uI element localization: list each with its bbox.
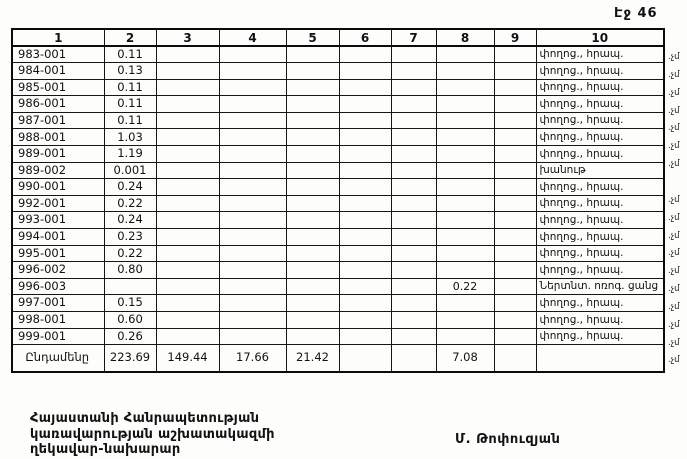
column-header: 9 [494, 29, 536, 46]
value-cell [156, 328, 219, 345]
value-cell [494, 63, 536, 80]
value-cell: 21.42 [286, 345, 339, 372]
value-cell [436, 262, 494, 279]
table-row [12, 295, 664, 312]
value-cell [436, 112, 494, 129]
code-cell: 986-001 [12, 96, 104, 113]
value-cell [219, 63, 286, 80]
value-cell: 0.13 [104, 63, 156, 80]
value-cell [219, 129, 286, 146]
value-cell [436, 96, 494, 113]
margin-note: .չմ [668, 319, 680, 330]
column-header: 6 [339, 29, 391, 46]
value-cell [156, 63, 219, 80]
value-cell [436, 195, 494, 212]
value-cell [391, 229, 436, 246]
total-row [12, 345, 664, 372]
value-cell [219, 146, 286, 163]
table-row [12, 46, 664, 63]
value-cell [219, 96, 286, 113]
footer-org-line: ղեկավար-նախարար [30, 442, 181, 457]
column-header: 4 [219, 29, 286, 46]
value-cell [156, 278, 219, 295]
value-cell [436, 295, 494, 312]
value-cell: փողոց., հրապ. [536, 179, 664, 196]
margin-note: .չմ [668, 194, 680, 205]
value-cell [156, 179, 219, 196]
value-cell [286, 129, 339, 146]
value-cell [391, 63, 436, 80]
value-cell: 0.11 [104, 46, 156, 63]
value-cell [391, 162, 436, 179]
value-cell [494, 179, 536, 196]
code-cell: 996-003 [12, 278, 104, 295]
value-cell: 0.15 [104, 295, 156, 312]
value-cell [219, 278, 286, 295]
value-cell [339, 112, 391, 129]
value-cell: Ներտնտ. ոռոգ. ցանց [536, 278, 664, 295]
value-cell [219, 46, 286, 63]
signature-name: Մ. Թոփուզյան [455, 432, 561, 447]
code-cell: 997-001 [12, 295, 104, 312]
value-cell [391, 312, 436, 329]
value-cell [391, 212, 436, 229]
value-cell: 0.11 [104, 96, 156, 113]
value-cell: 0.22 [104, 195, 156, 212]
value-cell [494, 245, 536, 262]
table-row [12, 229, 664, 246]
value-cell [494, 328, 536, 345]
code-cell: Ընդամենը [12, 345, 104, 372]
value-cell: 0.11 [104, 112, 156, 129]
value-cell [339, 146, 391, 163]
value-cell [494, 312, 536, 329]
value-cell [219, 328, 286, 345]
value-cell: 0.60 [104, 312, 156, 329]
value-cell: 149.44 [156, 345, 219, 372]
value-cell: 1.19 [104, 146, 156, 163]
column-header: 5 [286, 29, 339, 46]
value-cell [156, 129, 219, 146]
value-cell [156, 312, 219, 329]
value-cell [339, 195, 391, 212]
value-cell [286, 112, 339, 129]
value-cell [156, 295, 219, 312]
value-cell [339, 212, 391, 229]
value-cell [436, 312, 494, 329]
value-cell: 0.26 [104, 328, 156, 345]
column-header: 8 [436, 29, 494, 46]
code-cell: 987-001 [12, 112, 104, 129]
code-cell: 999-001 [12, 328, 104, 345]
value-cell [286, 312, 339, 329]
value-cell [391, 195, 436, 212]
value-cell [391, 112, 436, 129]
value-cell [494, 345, 536, 372]
value-cell: փողոց., հրապ. [536, 245, 664, 262]
table-header-row [12, 29, 664, 46]
value-cell [219, 195, 286, 212]
value-cell: փողոց., հրապ. [536, 212, 664, 229]
value-cell [436, 179, 494, 196]
value-cell: 17.66 [219, 345, 286, 372]
value-cell: փողոց., հրապ. [536, 195, 664, 212]
value-cell [219, 312, 286, 329]
value-cell [436, 63, 494, 80]
value-cell [219, 112, 286, 129]
value-cell [436, 229, 494, 246]
value-cell [391, 278, 436, 295]
value-cell [286, 179, 339, 196]
table-row [12, 162, 664, 179]
value-cell [156, 195, 219, 212]
value-cell: փողոց., հրապ. [536, 146, 664, 163]
code-cell: 996-002 [12, 262, 104, 279]
value-cell: փողոց., հրապ. [536, 295, 664, 312]
table-row [12, 312, 664, 329]
code-cell: 992-001 [12, 195, 104, 212]
value-cell [339, 79, 391, 96]
value-cell: 0.24 [104, 212, 156, 229]
value-cell: 0.80 [104, 262, 156, 279]
margin-note: .չմ [668, 141, 680, 152]
value-cell [219, 162, 286, 179]
value-cell [339, 345, 391, 372]
code-cell: 990-001 [12, 179, 104, 196]
value-cell [339, 328, 391, 345]
table-body [12, 46, 664, 372]
value-cell [219, 79, 286, 96]
value-cell [286, 328, 339, 345]
code-cell: 984-001 [12, 63, 104, 80]
value-cell [286, 63, 339, 80]
value-cell: փողոց., հրապ. [536, 129, 664, 146]
value-cell [339, 295, 391, 312]
value-cell [286, 162, 339, 179]
value-cell [156, 96, 219, 113]
value-cell [494, 278, 536, 295]
value-cell [339, 63, 391, 80]
value-cell [286, 295, 339, 312]
value-cell [286, 245, 339, 262]
code-cell: 989-001 [12, 146, 104, 163]
value-cell [391, 79, 436, 96]
value-cell [339, 162, 391, 179]
value-cell [156, 245, 219, 262]
value-cell [286, 96, 339, 113]
table-row [12, 195, 664, 212]
table-row [12, 96, 664, 113]
margin-note: .չմ [668, 355, 680, 366]
value-cell: 7.08 [436, 345, 494, 372]
value-cell: 0.24 [104, 179, 156, 196]
value-cell: փողոց., հրապ. [536, 46, 664, 63]
column-header: 1 [12, 29, 104, 46]
value-cell [436, 46, 494, 63]
value-cell [339, 96, 391, 113]
margin-note: .չմ [668, 266, 680, 277]
value-cell: փողոց., հրապ. [536, 328, 664, 345]
table-row [12, 245, 664, 262]
margin-note: .չմ [668, 337, 680, 348]
value-cell [494, 212, 536, 229]
value-cell [339, 229, 391, 246]
value-cell [494, 162, 536, 179]
margin-note: .չմ [668, 230, 680, 241]
value-cell [391, 146, 436, 163]
value-cell [156, 46, 219, 63]
margin-note: .չմ [668, 87, 680, 98]
code-cell: 988-001 [12, 129, 104, 146]
margin-note: .չմ [668, 123, 680, 134]
column-header: 10 [536, 29, 664, 46]
value-cell [219, 295, 286, 312]
value-cell [104, 278, 156, 295]
table-row [12, 112, 664, 129]
value-cell [536, 345, 664, 372]
code-cell: 994-001 [12, 229, 104, 246]
value-cell [391, 129, 436, 146]
value-cell: փողոց., հրապ. [536, 79, 664, 96]
value-cell [156, 79, 219, 96]
code-cell: 995-001 [12, 245, 104, 262]
footer-org-line: կառավարության աշխատակազմի [30, 426, 275, 442]
column-header: 3 [156, 29, 219, 46]
value-cell [339, 46, 391, 63]
value-cell [219, 245, 286, 262]
margin-note: .չմ [668, 159, 680, 170]
value-cell [156, 162, 219, 179]
value-cell [436, 328, 494, 345]
value-cell [436, 146, 494, 163]
value-cell [494, 262, 536, 279]
column-header: 2 [104, 29, 156, 46]
table-row [12, 328, 664, 345]
value-cell: 0.11 [104, 79, 156, 96]
code-cell: 985-001 [12, 79, 104, 96]
value-cell [436, 129, 494, 146]
value-cell [494, 46, 536, 63]
value-cell [391, 262, 436, 279]
value-cell [391, 328, 436, 345]
value-cell [339, 262, 391, 279]
value-cell [219, 212, 286, 229]
value-cell [494, 96, 536, 113]
value-cell [286, 146, 339, 163]
value-cell: փողոց., հրապ. [536, 96, 664, 113]
value-cell: 0.001 [104, 162, 156, 179]
value-cell: 0.22 [104, 245, 156, 262]
value-cell [286, 79, 339, 96]
value-cell [339, 278, 391, 295]
footer-org-block [30, 411, 275, 458]
value-cell [156, 262, 219, 279]
value-cell: փողոց., հրապ. [536, 63, 664, 80]
value-cell [391, 96, 436, 113]
value-cell [391, 245, 436, 262]
value-cell [219, 229, 286, 246]
value-cell [156, 229, 219, 246]
value-cell: 1.03 [104, 129, 156, 146]
records-table [11, 28, 665, 373]
table-row [12, 179, 664, 196]
value-cell [286, 212, 339, 229]
value-cell [286, 195, 339, 212]
value-cell [494, 112, 536, 129]
code-cell: 989-002 [12, 162, 104, 179]
table-row [12, 63, 664, 80]
margin-note: .չմ [668, 52, 680, 62]
code-cell: 993-001 [12, 212, 104, 229]
margin-note: .չմ [668, 69, 680, 80]
value-cell: 0.23 [104, 229, 156, 246]
value-cell [391, 345, 436, 372]
value-cell [219, 262, 286, 279]
value-cell [339, 312, 391, 329]
value-cell [391, 295, 436, 312]
value-cell: փողոց., հրապ. [536, 312, 664, 329]
value-cell [156, 146, 219, 163]
margin-note: .չմ [668, 105, 680, 116]
value-cell [391, 179, 436, 196]
value-cell [286, 46, 339, 63]
value-cell [436, 162, 494, 179]
value-cell [219, 179, 286, 196]
table-row [12, 146, 664, 163]
value-cell: 223.69 [104, 345, 156, 372]
value-cell [286, 229, 339, 246]
value-cell [436, 79, 494, 96]
value-cell: փողոց., հրապ. [536, 229, 664, 246]
value-cell [286, 262, 339, 279]
value-cell [156, 212, 219, 229]
table-row [12, 129, 664, 146]
margin-note: .չմ [668, 301, 680, 312]
value-cell: խանութ [536, 162, 664, 179]
margin-note: .չմ [668, 284, 680, 295]
table-row [12, 212, 664, 229]
margin-note: .չմ [668, 248, 680, 259]
value-cell [436, 212, 494, 229]
value-cell [339, 245, 391, 262]
page-number: Էջ 46 [614, 6, 658, 21]
table-row [12, 79, 664, 96]
footer-org-line: Հայաստանի Հանրապետության [30, 411, 260, 426]
margin-note: .չմ [668, 212, 680, 223]
code-cell: 998-001 [12, 312, 104, 329]
value-cell [494, 79, 536, 96]
value-cell [494, 129, 536, 146]
value-cell [494, 295, 536, 312]
table-row [12, 278, 664, 295]
value-cell [436, 245, 494, 262]
value-cell: 0.22 [436, 278, 494, 295]
value-cell [494, 146, 536, 163]
value-cell [391, 46, 436, 63]
code-cell: 983-001 [12, 46, 104, 63]
value-cell [494, 229, 536, 246]
value-cell [339, 179, 391, 196]
value-cell [156, 112, 219, 129]
value-cell [494, 195, 536, 212]
column-header: 7 [391, 29, 436, 46]
value-cell: փողոց., հրապ. [536, 262, 664, 279]
value-cell [286, 278, 339, 295]
table-row [12, 262, 664, 279]
table-container [11, 28, 665, 373]
value-cell: փողոց., հրապ. [536, 112, 664, 129]
value-cell [339, 129, 391, 146]
